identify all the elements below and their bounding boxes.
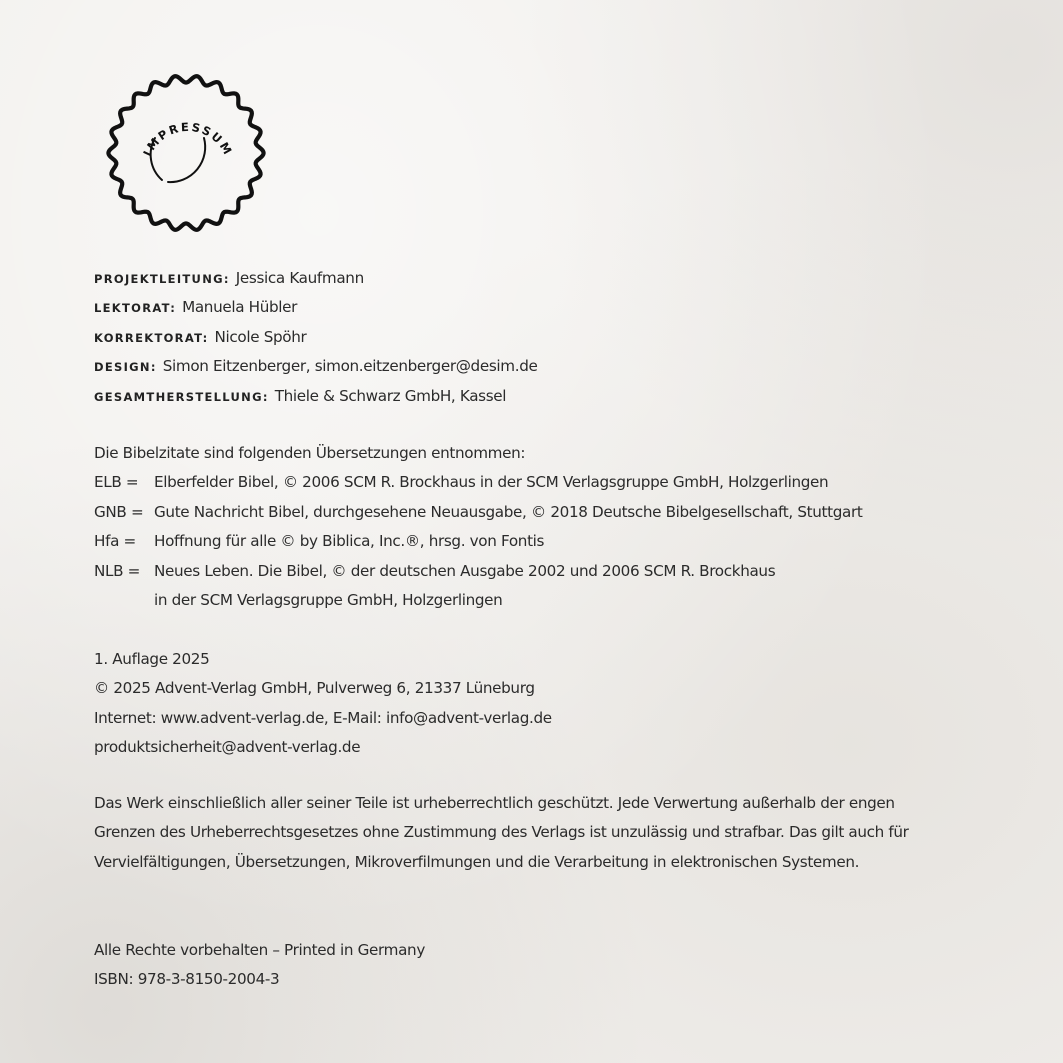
publisher-block (94, 645, 552, 763)
credit-line (94, 352, 537, 381)
credit-label: GESAMTHERSTELLUNG: (94, 389, 269, 404)
bible-row (94, 527, 862, 556)
bible-row (94, 468, 862, 497)
bible-text: Hoffnung für alle © by Biblica, Inc.®, hrsg. von Fontis (154, 532, 545, 551)
stamp-text: IMPRESSUM (140, 119, 236, 159)
bible-abbr: ELB = (94, 473, 139, 492)
bible-text: Gute Nachricht Bibel, durchgesehene Neuausgabe, © 2018 Deutsche Bibelgesellschaft, Stuttgart (154, 502, 863, 521)
contact-text: Internet: www.advent-verlag.de, E-Mail: info@advent-verlag.de (94, 708, 552, 727)
credit-value: Manuela Hübler (182, 298, 298, 317)
impressum-stamp-logo (100, 72, 272, 234)
legal-notice (94, 789, 909, 877)
bible-translations-block (94, 439, 862, 615)
bible-abbr: NLB = (94, 561, 141, 580)
bible-row-continuation (94, 586, 862, 615)
edition-text: 1. Auflage 2025 (94, 650, 210, 668)
bible-intro: Die Bibelzitate sind folgenden Übersetzungen entnommen: (94, 444, 526, 462)
credit-label: KORREKTORAT: (94, 330, 209, 345)
safety-email-text: produktsicherheit@advent-verlag.de (94, 738, 361, 757)
legal-line: Das Werk einschließlich aller seiner Teile ist urheberrechtlich geschützt. Jede Verwertung außerhalb der engen (94, 794, 895, 812)
credit-line (94, 382, 537, 411)
stamp-inner-arc-right (168, 138, 205, 182)
credit-value: Thiele & Schwarz GmbH, Kassel (274, 386, 507, 405)
credit-value: Nicole Spöhr (214, 327, 307, 346)
credit-value: Jessica Kaufmann (235, 269, 364, 287)
rights-block (94, 936, 425, 995)
bible-abbr-spacer (94, 586, 154, 615)
credit-label: DESIGN: (94, 360, 157, 375)
copyright-text: © 2025 Advent-Verlag GmbH, Pulverweg 6, 21337 Lüneburg (94, 679, 535, 698)
credits-block (94, 264, 537, 411)
legal-line: Grenzen des Urheberrechtsgesetzes ohne Zustimmung des Verlags ist unzulässig und strafbar. Das gilt auch für (94, 823, 909, 842)
bible-abbr: Hfa = (94, 532, 136, 551)
bible-abbr: GNB = (94, 502, 144, 521)
credit-line (94, 323, 537, 352)
rights-text: Alle Rechte vorbehalten – Printed in Germany (94, 941, 425, 959)
bible-row (94, 498, 862, 527)
credit-line (94, 264, 537, 293)
legal-line: Vervielfältigungen, Übersetzungen, Mikroverfilmungen und die Verarbeitung in elektronischen Systemen. (94, 852, 860, 871)
credit-line (94, 293, 537, 322)
bible-text-continuation: in der SCM Verlagsgruppe GmbH, Holzgerlingen (154, 590, 503, 609)
credit-value: Simon Eitzenberger, simon.eitzenberger@desim.de (162, 357, 538, 376)
bible-text: Neues Leben. Die Bibel, © der deutschen Ausgabe 2002 und 2006 SCM R. Brockhaus (154, 561, 776, 580)
isbn-text: ISBN: 978-3-8150-2004-3 (94, 970, 280, 989)
stamp-scalloped-border (108, 76, 263, 230)
bible-row (94, 557, 862, 586)
credit-label: PROJEKTLEITUNG: (94, 272, 230, 286)
bible-text: Elberfelder Bibel, © 2006 SCM R. Brockhaus in der SCM Verlagsgruppe GmbH, Holzgerlingen (154, 473, 829, 492)
credit-label: LEKTORAT: (94, 301, 177, 316)
